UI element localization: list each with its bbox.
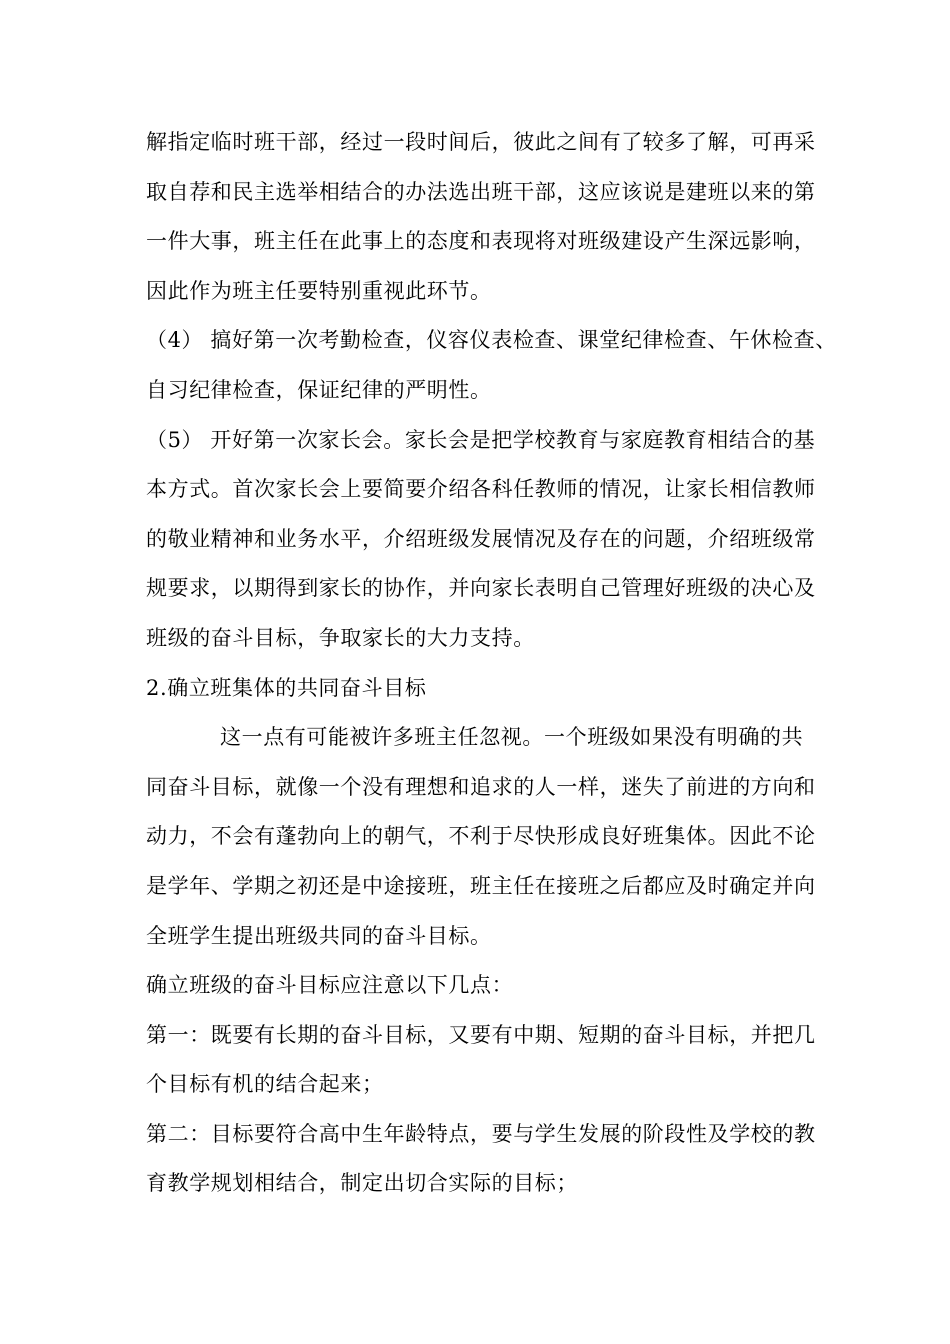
text-line: 是学年、学期之初还是中途接班，班主任在接班之后都应及时确定并向: [146, 873, 816, 898]
text-line: 全班学生提出班级共同的奋斗目标。: [146, 923, 492, 948]
text-line: 个目标有机的结合起来；: [146, 1072, 384, 1097]
text-line: 育教学规划相结合，制定出切合实际的目标；: [146, 1171, 578, 1196]
text-line: 的敬业精神和业务水平，介绍班级发展情况及存在的问题，介绍班级常: [146, 526, 816, 551]
text-line: 一件大事，班主任在此事上的态度和表现将对班级建设产生深远影响，: [146, 229, 816, 254]
text-line: 解指定临时班干部，经过一段时间后，彼此之间有了较多了解，可再采: [146, 130, 816, 154]
text-line: 本方式。首次家长会上要简要介绍各科任教师的情况，让家长相信教师: [146, 477, 816, 502]
text-line: 自习纪律检查，保证纪律的严明性。: [146, 377, 492, 402]
document-body: [146, 118, 837, 1209]
point-one: 第一：既要有长期的奋斗目标，又要有中期、短期的奋斗目标，并把几: [146, 1022, 816, 1047]
list-item-4: （4） 搞好第一次考勤检查，仪容仪表检查、课堂纪律检查、午休检查、: [146, 328, 837, 353]
text-line: 规要求，以期得到家长的协作，并向家长表明自己管理好班级的决心及: [146, 576, 816, 601]
section-heading: 2.确立班集体的共同奋斗目标: [146, 675, 427, 700]
paragraph-first-line: 这一点有可能被许多班主任忽视。一个班级如果没有明确的共: [220, 725, 804, 750]
text-line: 取自荐和民主选举相结合的办法选出班干部，这应该说是建班以来的第: [146, 179, 816, 204]
text-line: 因此作为班主任要特别重视此环节。: [146, 278, 492, 303]
text-line: 动力，不会有蓬勃向上的朝气，不利于尽快形成良好班集体。因此不论: [146, 824, 816, 849]
list-item-5: （5） 开好第一次家长会。家长会是把学校教育与家庭教育相结合的基: [146, 427, 816, 452]
text-line: 同奋斗目标，就像一个没有理想和追求的人一样，迷失了前进的方向和: [146, 774, 816, 799]
text-line: 班级的奋斗目标，争取家长的大力支持。: [146, 625, 535, 650]
text-line: 确立班级的奋斗目标应注意以下几点：: [146, 973, 514, 998]
point-two: 第二：目标要符合高中生年龄特点，要与学生发展的阶段性及学校的教: [146, 1121, 816, 1146]
